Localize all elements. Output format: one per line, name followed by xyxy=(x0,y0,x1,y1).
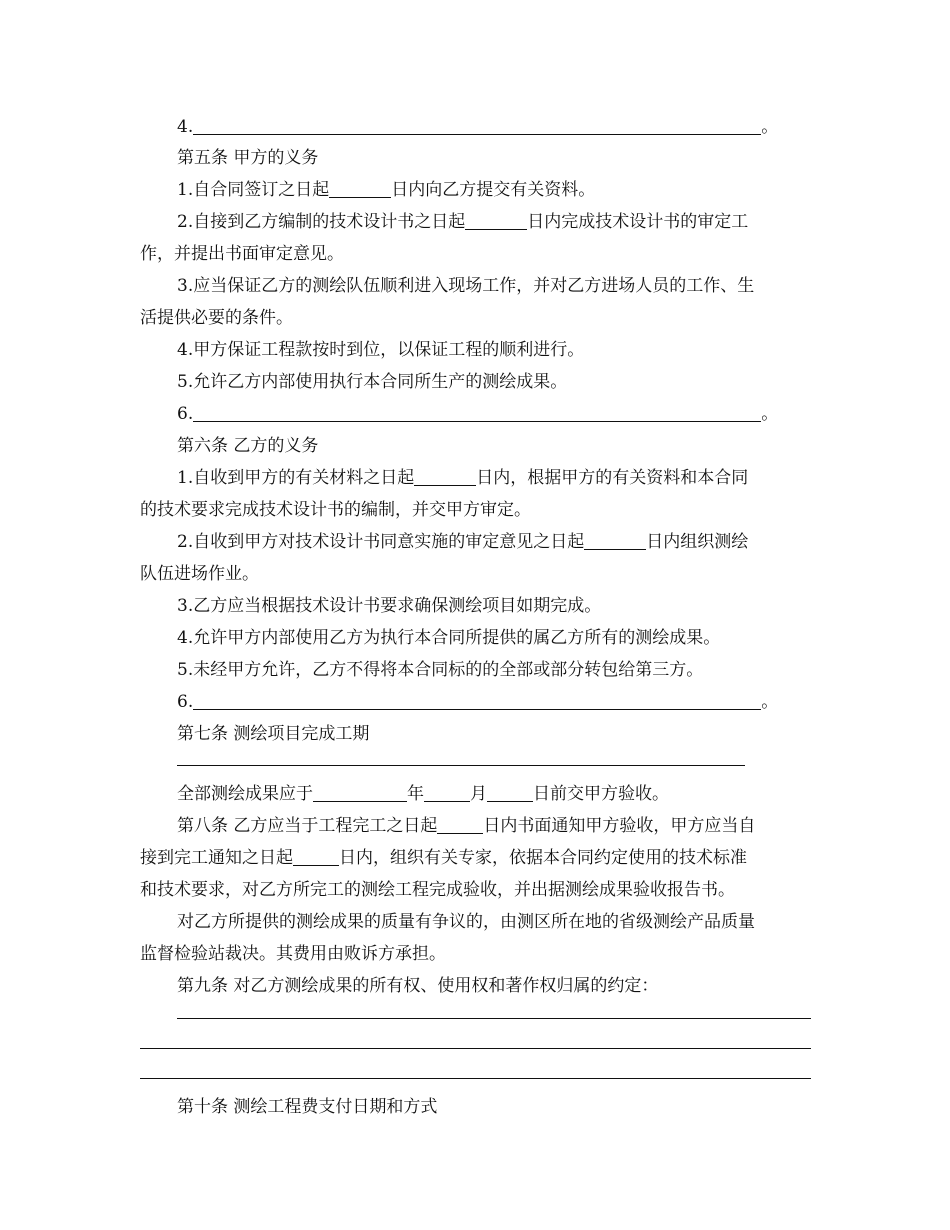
article-6-item-1-cont: 的技术要求完成技术设计书的编制，并交甲方审定。 xyxy=(140,500,531,520)
fill-line xyxy=(177,1018,811,1019)
article-6-item-1: 1.自收到甲方的有关材料之日起 日内，根据甲方的有关资料和本合同 xyxy=(177,468,749,488)
fill-blank xyxy=(465,213,527,230)
article-6-item-6: 6. 。 xyxy=(177,692,779,712)
fill-blank-day xyxy=(487,785,533,802)
fill-blank xyxy=(193,693,761,710)
fill-blank xyxy=(193,118,761,135)
article-6-heading: 第六条 乙方的义务 xyxy=(177,436,319,456)
fill-blank xyxy=(414,469,476,486)
article-6-item-3: 3.乙方应当根据技术设计书要求确保测绘项目如期完成。 xyxy=(177,596,602,616)
article-5-heading: 第五条 甲方的义务 xyxy=(177,148,319,168)
article-6-item-4: 4.允许甲方内部使用乙方为执行本合同所提供的属乙方所有的测绘成果。 xyxy=(177,628,721,648)
dispute-clause-cont: 监督检验站裁决。其费用由败诉方承担。 xyxy=(140,944,446,964)
article-6-item-2: 2.自收到甲方对技术设计书同意实施的审定意见之日起 日内组织测绘 xyxy=(177,532,749,552)
article-7-deadline: 全部测绘成果应于 年 月 日前交甲方验收。 xyxy=(177,784,669,804)
fill-blank-year xyxy=(313,785,407,802)
fill-blank xyxy=(584,533,646,550)
fill-blank xyxy=(193,405,761,422)
fill-line xyxy=(140,1048,811,1049)
article-10-heading: 第十条 测绘工程费支付日期和方式 xyxy=(177,1097,438,1117)
article-8-line-1: 第八条 乙方应当于工程完工之日起 日内书面通知甲方验收，甲方应当自 xyxy=(177,816,756,836)
article-5-item-2: 2.自接到乙方编制的技术设计书之日起 日内完成技术设计书的审定工 xyxy=(177,212,749,232)
article-5-item-3-cont: 活提供必要的条件。 xyxy=(140,308,293,328)
article-5-item-5: 5.允许乙方内部使用执行本合同所生产的测绘成果。 xyxy=(177,372,568,392)
fill-blank xyxy=(437,817,483,834)
article-5-item-2-cont: 作，并提出书面审定意见。 xyxy=(140,244,344,264)
fill-line xyxy=(177,765,745,766)
fill-blank xyxy=(329,181,391,198)
article-9-heading: 第九条 对乙方测绘成果的所有权、使用权和著作权归属的约定： xyxy=(177,976,659,996)
article-8-line-3: 和技术要求，对乙方所完工的测绘工程完成验收，并出据测绘成果验收报告书。 xyxy=(140,880,735,900)
duty-a-item-4: 4. 。 xyxy=(177,117,779,137)
article-5-item-4: 4.甲方保证工程款按时到位，以保证工程的顺利进行。 xyxy=(177,340,585,360)
article-6-item-2-cont: 队伍进场作业。 xyxy=(140,564,259,584)
fill-line xyxy=(140,1078,811,1079)
article-8-line-2: 接到完工通知之日起 日内，组织有关专家，依据本合同约定使用的技术标准 xyxy=(140,848,747,868)
article-5-item-6: 6. 。 xyxy=(177,404,779,424)
article-5-item-3: 3.应当保证乙方的测绘队伍顺利进入现场工作，并对乙方进场人员的工作、生 xyxy=(177,276,755,296)
fill-blank-month xyxy=(424,785,470,802)
article-7-heading: 第七条 测绘项目完成工期 xyxy=(177,724,370,744)
article-6-item-5: 5.未经甲方允许，乙方不得将本合同标的的全部或部分转包给第三方。 xyxy=(177,660,704,680)
fill-blank xyxy=(293,849,339,866)
dispute-clause: 对乙方所提供的测绘成果的质量有争议的，由测区所在地的省级测绘产品质量 xyxy=(177,912,755,932)
article-5-item-1: 1.自合同签订之日起 日内向乙方提交有关资料。 xyxy=(177,180,596,200)
